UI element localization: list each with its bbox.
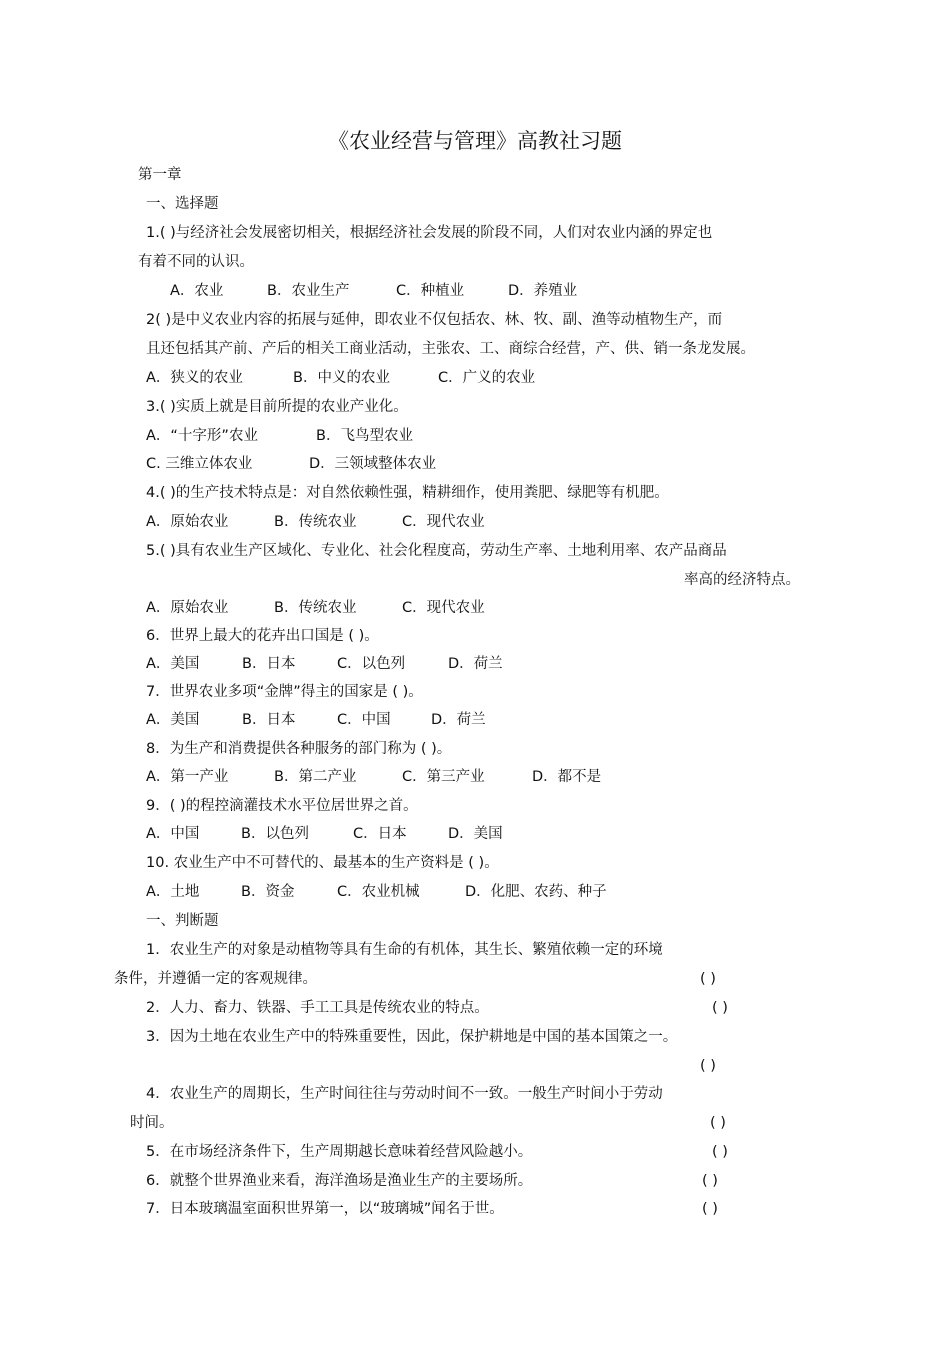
- question-text: 4.( )的生产技术特点是：对自然依赖性强，精耕细作，使用粪肥、绿肥等有机肥。: [146, 485, 669, 501]
- option: A．原始农业: [146, 514, 229, 530]
- section-heading-choice: 一、选择题: [146, 196, 219, 212]
- option: C．现代农业: [402, 514, 485, 530]
- option: B．日本: [242, 712, 296, 728]
- option: A．狭义的农业: [146, 370, 243, 386]
- judgment-text: 时间。: [130, 1115, 174, 1131]
- option: B．日本: [242, 656, 296, 672]
- question-text: 率高的经济特点。: [684, 572, 800, 588]
- option: C. 三维立体农业: [146, 456, 253, 472]
- question-text: 8．为生产和消费提供各种服务的部门称为 ( )。: [146, 741, 452, 757]
- judgment-text: 7．日本玻璃温室面积世界第一，以“玻璃城”闻名于世。: [146, 1201, 504, 1217]
- option: A．美国: [146, 656, 200, 672]
- option: C．广义的农业: [438, 370, 536, 386]
- option: A．第一产业: [146, 769, 229, 785]
- option: D．三领域整体农业: [309, 456, 437, 472]
- option: C．中国: [337, 712, 391, 728]
- chapter-heading: 第一章: [138, 167, 182, 183]
- option: D．美国: [448, 826, 503, 842]
- option: C．现代农业: [402, 600, 485, 616]
- judgment-text: 条件，并遵循一定的客观规律。: [114, 971, 317, 987]
- option: B．以色列: [241, 826, 309, 842]
- judgment-text: 5．在市场经济条件下，生产周期越长意味着经营风险越小。: [146, 1144, 533, 1160]
- option: D．荷兰: [448, 656, 503, 672]
- question-text: 1.( )与经济社会发展密切相关，根据经济社会发展的阶段不同，人们对农业内涵的界定也: [146, 225, 713, 241]
- option: D．养殖业: [508, 283, 578, 299]
- option: A．农业: [170, 283, 224, 299]
- section-heading-judge: 一、判断题: [146, 913, 219, 929]
- question-text: 2( )是中义农业内容的拓展与延伸，即农业不仅包括农、林、牧、副、渔等动植物生产，而: [146, 312, 723, 328]
- question-text: 9．( )的程控滴灌技术水平位居世界之首。: [146, 798, 418, 814]
- judgment-text: 2．人力、畜力、铁器、手工工具是传统农业的特点。: [146, 1000, 489, 1016]
- answer-parentheses: ( ): [710, 1115, 726, 1131]
- question-text: 7．世界农业多项“金牌”得主的国家是 ( )。: [146, 684, 423, 700]
- judgment-text: 3．因为土地在农业生产中的特殊重要性，因此，保护耕地是中国的基本国策之一。: [146, 1029, 678, 1045]
- option: B．中义的农业: [293, 370, 390, 386]
- judgment-text: 6．就整个世界渔业来看，海洋渔场是渔业生产的主要场所。: [146, 1173, 533, 1189]
- answer-parentheses: ( ): [702, 1201, 718, 1217]
- document-title: 《农业经营与管理》高教社习题: [328, 129, 622, 153]
- answer-parentheses: ( ): [700, 1058, 716, 1074]
- question-text: 6．世界上最大的花卉出口国是 ( )。: [146, 628, 379, 644]
- option: C．以色列: [337, 656, 406, 672]
- question-text: 3.( )实质上就是目前所提的农业产业化。: [146, 399, 408, 415]
- option: B．传统农业: [274, 514, 357, 530]
- judgment-text: 1．农业生产的对象是动植物等具有生命的有机体，其生长、繁殖依赖一定的环境: [146, 942, 663, 958]
- option: A．“十字形”农业: [146, 428, 258, 444]
- question-text: 10. 农业生产中不可替代的、最基本的生产资料是 ( )。: [146, 855, 499, 871]
- option: A．土地: [146, 884, 200, 900]
- option: C．农业机械: [337, 884, 420, 900]
- option: C．第三产业: [402, 769, 485, 785]
- option: B．传统农业: [274, 600, 357, 616]
- option: C．日本: [353, 826, 407, 842]
- option: A．美国: [146, 712, 200, 728]
- option: D．荷兰: [431, 712, 486, 728]
- option: B．资金: [241, 884, 295, 900]
- option: A．中国: [146, 826, 200, 842]
- answer-parentheses: ( ): [712, 1144, 728, 1160]
- option: D．化肥、农药、种子: [465, 884, 607, 900]
- judgment-text: 4．农业生产的周期长，生产时间往往与劳动时间不一致。一般生产时间小于劳动: [146, 1086, 663, 1102]
- option: D．都不是: [532, 769, 602, 785]
- answer-parentheses: ( ): [700, 971, 716, 987]
- question-text: 且还包括其产前、产后的相关工商业活动，主张农、工、商综合经营，产、供、销一条龙发展。: [146, 341, 755, 357]
- option: B．农业生产: [267, 283, 350, 299]
- question-text: 有着不同的认识。: [138, 254, 254, 270]
- question-text: 5.( )具有农业生产区域化、专业化、社会化程度高，劳动生产率、土地利用率、农产品商品: [146, 543, 727, 559]
- option: C．种植业: [396, 283, 465, 299]
- answer-parentheses: ( ): [712, 1000, 728, 1016]
- option: B．飞鸟型农业: [316, 428, 413, 444]
- option: B．第二产业: [274, 769, 357, 785]
- answer-parentheses: ( ): [702, 1173, 718, 1189]
- option: A．原始农业: [146, 600, 229, 616]
